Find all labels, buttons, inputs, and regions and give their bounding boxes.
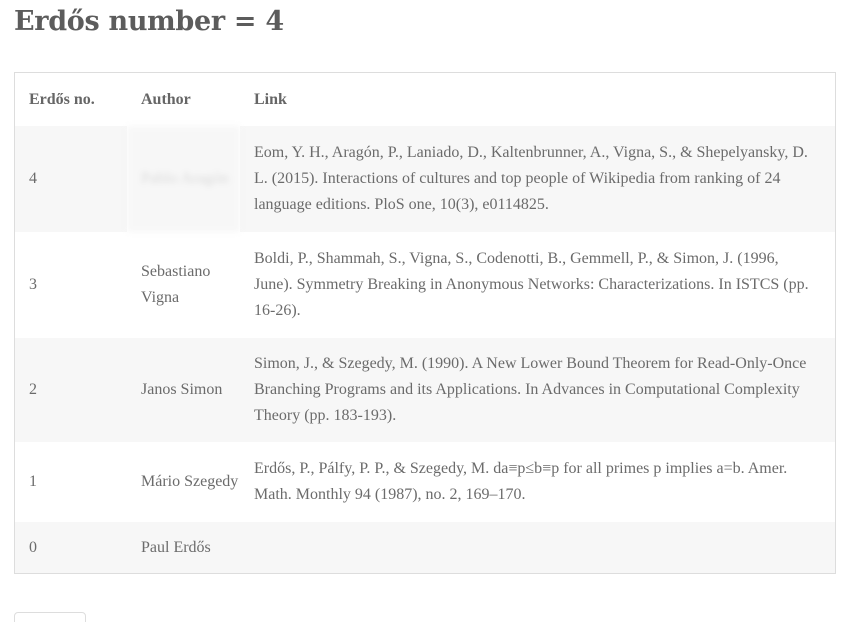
erdos-number-cell: 4 — [15, 126, 127, 232]
link-cell: Eom, Y. H., Aragón, P., Laniado, D., Kaltenbrunner, A., Vigna, S., & Shepelyansky, D. L. (2015). Interactions of cultures and top people of Wikipedia from ranking of 24 language editions. PloS one, 10(3), e0114825. — [240, 126, 835, 232]
link-cell: Simon, J., & Szegedy, M. (1990). A New Lower Bound Theorem for Read-Only-Once Branching Programs and its Applications. In Advances in Computational Complexity Theory (pp. 183-193). — [240, 338, 835, 442]
header-link: Link — [254, 90, 287, 108]
table-row — [15, 126, 835, 232]
erdos-table — [15, 73, 835, 574]
author-cell: Paul Erdős — [127, 522, 240, 574]
bottom-button[interactable] — [14, 612, 86, 622]
link-cell: Erdős, P., Pálfy, P. P., & Szegedy, M. da≡p≤b≡p for all primes p implies a=b. Amer. Math. Monthly 94 (1987), no. 2, 169–170. — [240, 442, 835, 522]
author-cell: Sebastiano Vigna — [127, 232, 240, 338]
erdos-number-cell: 2 — [15, 338, 127, 442]
erdos-number-cell: 0 — [15, 522, 127, 574]
erdos-table-container — [14, 72, 836, 574]
author-cell: Pablo Aragón — [127, 126, 240, 232]
author-cell: Janos Simon — [127, 338, 240, 442]
erdos-number-cell: 1 — [15, 442, 127, 522]
page-title: Erdős number = 4 — [14, 6, 284, 37]
table-row — [15, 232, 835, 338]
table-header-row — [15, 73, 835, 126]
erdos-number-cell: 3 — [15, 232, 127, 338]
header-erdos-number: Erdős no. — [29, 90, 95, 108]
table-row — [15, 338, 835, 442]
link-cell: Boldi, P., Shammah, S., Vigna, S., Codenotti, B., Gemmell, P., & Simon, J. (1996, June). Symmetry Breaking in Anonymous Networks: Characterizations. In ISTCS (pp. 16-26). — [240, 232, 835, 338]
header-author: Author — [141, 90, 191, 108]
table-row — [15, 442, 835, 522]
table-row — [15, 522, 835, 574]
link-cell — [240, 522, 835, 574]
author-cell: Mário Szegedy — [127, 442, 240, 522]
